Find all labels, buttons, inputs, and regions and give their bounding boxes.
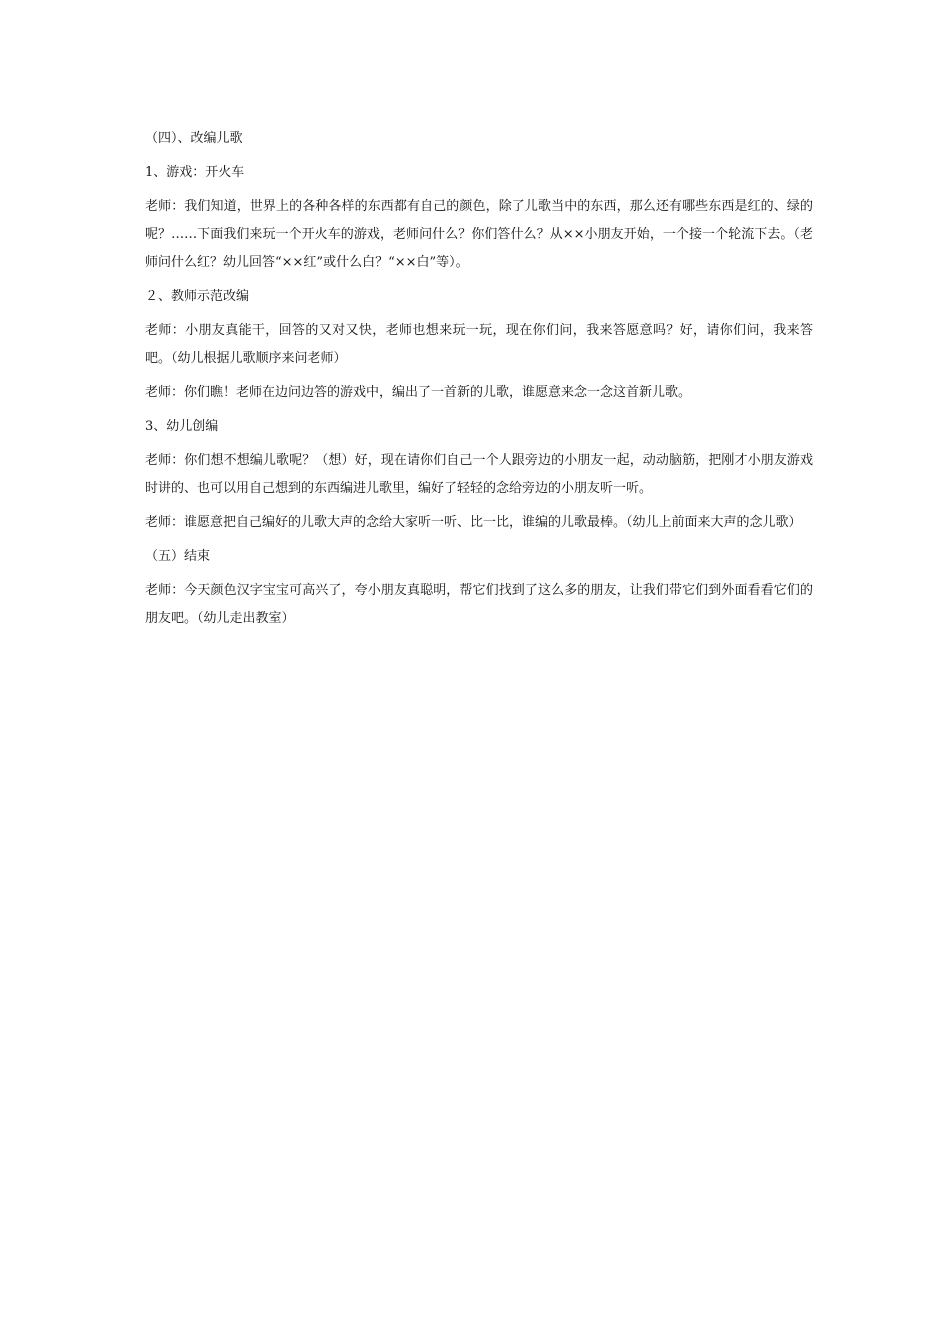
- paragraph-teacher-answer: 老师：小朋友真能干，回答的又对又快，老师也想来玩一玩，现在你们问，我来答愿意吗？好，请你们问，我来答吧。（幼儿根据儿歌顺序来问老师）: [145, 323, 813, 366]
- section-heading-5: （五）结束: [145, 549, 211, 564]
- subsection-heading-1: 1、游戏：开火车: [145, 165, 245, 180]
- subsection-heading-2: ２、教师示范改编: [145, 289, 250, 304]
- paragraph-new-song: 老师：你们瞧！老师在边问边答的游戏中，编出了一首新的儿歌，谁愿意来念一念这首新儿歌。: [145, 385, 692, 400]
- paragraph-create-song: 老师：你们想不想编儿歌呢？（想）好，现在请你们自己一个人跟旁边的小朋友一起，动动脑筋，把刚才小朋友游戏时讲的、也可以用自己想到的东西编进儿歌里，编好了轻轻的念给旁边的小朋友听一听。: [145, 453, 813, 496]
- section-heading-4: （四）、改编儿歌: [145, 131, 243, 146]
- paragraph-train-game: 老师：我们知道，世界上的各种各样的东西都有自己的颜色，除了儿歌当中的东西，那么还有哪些东西是红的、绿的呢？……下面我们来玩一个开火车的游戏，老师问什么？你们答什么？从××小朋友开始，一个接一个轮流下去。（老师问什么红？幼儿回答“××红”或什么白？“××白”等）。: [145, 199, 813, 270]
- paragraph-ending: 老师：今天颜色汉字宝宝可高兴了，夸小朋友真聪明，帮它们找到了这么多的朋友，让我们带它们到外面看看它们的朋友吧。（幼儿走出教室）: [145, 583, 813, 626]
- paragraph-recite-song: 老师：谁愿意把自己编好的儿歌大声的念给大家听一听、比一比，谁编的儿歌最棒。（幼儿上前面来大声的念儿歌）: [145, 515, 802, 530]
- subsection-heading-3: 3、幼儿创编: [145, 419, 219, 434]
- document-body: [145, 125, 813, 639]
